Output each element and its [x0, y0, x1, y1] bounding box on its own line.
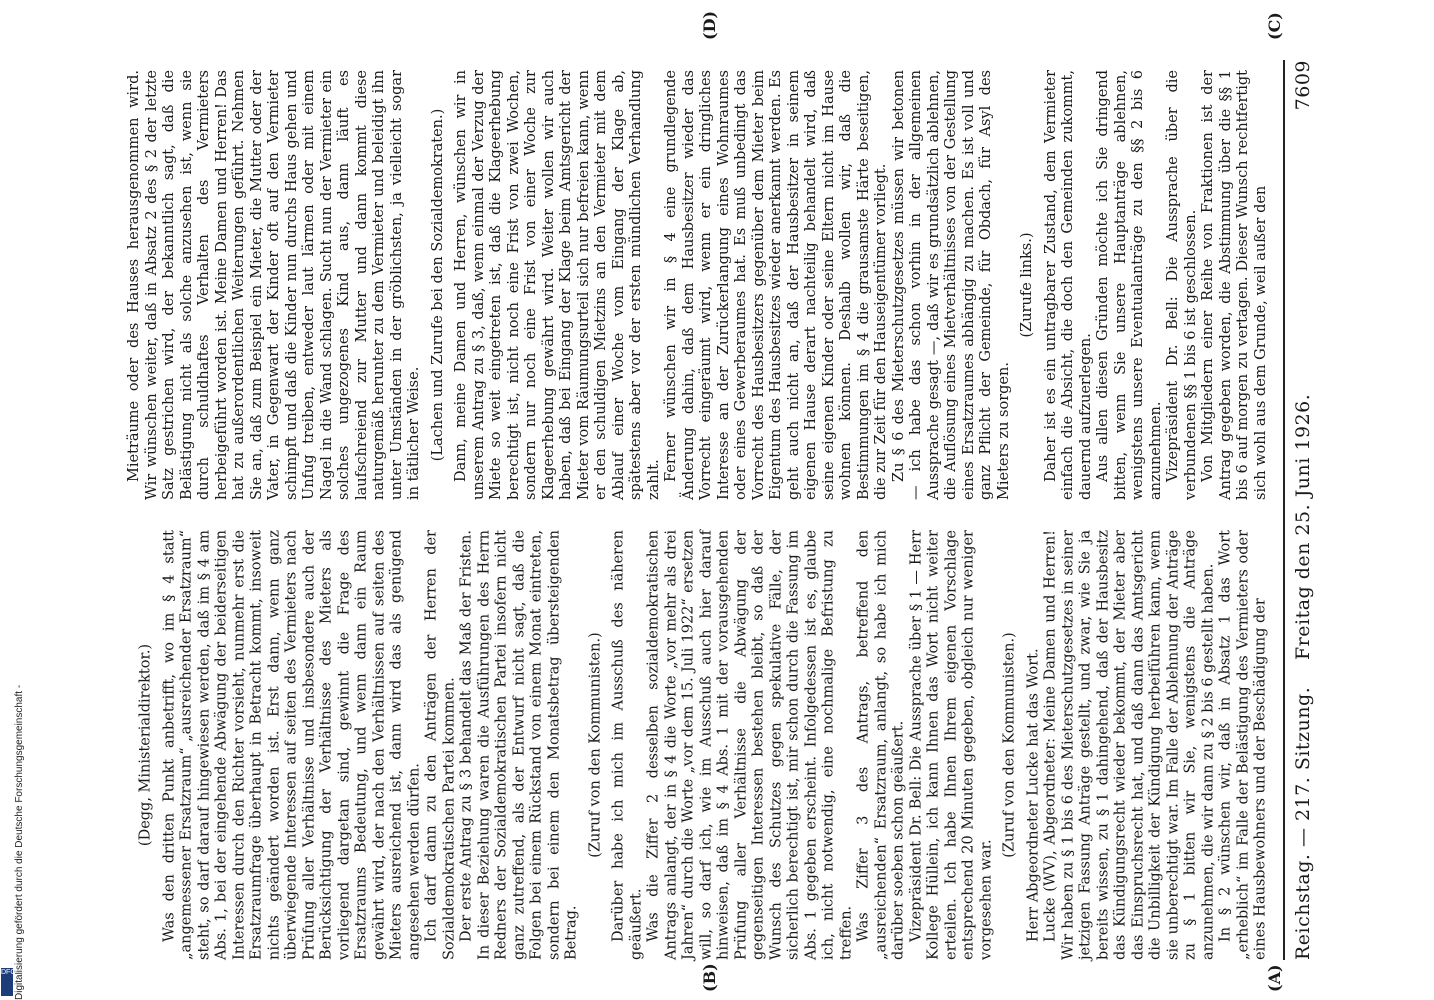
paragraph: Ich darf dann zu den Anträgen der Herren der Sozialdemokratischen Partei kommen. — [423, 530, 457, 960]
right-text-column — [126, 70, 1270, 500]
paragraph: Zu § 6 des Mieterschutzgesetzes müssen wir betonen — ich habe das schon vorhin in der allgemeinen Aussprache gesagt —, daß wir es grundsätzlich ablehnen, die Auflösung eines Mietverhältnisses von der Gestellung eines Ersatzraumes abhängig zu machen. Es ist voll und ganz Pflicht der Gemeinde, für Obdach, für Asyl des Mieters zu sorgen. — [890, 70, 1012, 500]
paragraph: Von Mitgliedern einer Reihe von Fraktionen ist der Antrag gegeben worden, die Abstimmung über die §§ 1 bis 6 auf morgen zu vertagen. Dieser Wunsch rechtfertigt sich wohl aus dem Grunde, weil außer den — [1200, 70, 1269, 500]
paragraph: Was den dritten Punkt anbetrifft, wo im § 4 statt „angemessener Ersatzraum“ „ausreichender Ersatzraum“ steht, so darf darauf hingewiesen werden, daß im § 4 am Abs. 1, bei der eingehende Abwägung der beiderseitigen Interessen durch den Richter vorsieht, nunmehr erst die Ersatzraumfrage überhaupt in Betracht kommt, insoweit nichts geändert worden ist. Erst dann, wenn ganz überwiegende Interessen auf seiten des Vermieters nach Prüfung aller Verhältnisse und insbesondere auch der Berücksichtigung der Verhältnisse des Mieters als vorliegend dargetan sind, gewinnt die Frage des Ersatzraums Bedeutung, und wenn dann ein Raum gewährt wird, der nach den Verhältnissen auf seiten des Mieters ausreichend ist, dann wird das als genügend angesehen werden dürfen. — [161, 530, 422, 960]
paragraph: Vizepräsident Dr. Bell: Die Aussprache über die verbundenen §§ 1 bis 6 ist geschlossen. — [1165, 70, 1199, 500]
margin-mark-a: (A) — [1265, 964, 1284, 992]
margin-mark-b: (B) — [700, 963, 719, 992]
paragraph: Vizepräsident Dr. Bell: Die Aussprache über § 1 — Herr Kollege Hüllein, ich kann Ihnen das Wort nicht weiter erteilen. Ich habe Ihnen Ihrem eigenen Vorschlage entsprechend 20 Minuten gegeben, obgleich nur weniger vorgesehen war. — [908, 530, 994, 960]
paragraph: Herr Abgeordneter Lucke hat das Wort. — [1025, 648, 1041, 942]
margin-mark-d: (D) — [700, 10, 719, 40]
header-session: Reichstag. — 217. Sitzung. — [1292, 686, 1314, 960]
paragraph: Daher ist es ein untragbarer Zustand, dem Vermieter einfach die Absicht, die doch den Gemeinden zukommt, dauernd aufzuerlegen. — [1042, 70, 1094, 500]
header-rule — [1283, 60, 1285, 960]
header-page-number: 7609 — [1292, 60, 1314, 111]
paragraph: Aus allen diesen Gründen möchte ich Sie dringend bitten, wenn Sie unsere Hauptanträge ablehnen, wenigstens unsere Eventualanträge zu den §§ 2 bis 6 anzunehmen. — [1095, 70, 1164, 500]
interjection: (Lachen und Zurufe bei den Sozialdemokraten.) — [429, 108, 446, 462]
left-text-column — [132, 530, 1271, 960]
page-header — [1292, 60, 1318, 960]
dfg-logo: DFG — [1, 968, 13, 996]
paragraph: Mieträume oder des Hauses herausgenommen wird. Wir wünschen weiter, daß in Absatz 2 des § 2 der letzte Satz gestrichen wird, der bekanntlich sagt, daß die Belästigung nicht als solche anzusehen ist, wenn sie durch schuldhaftes Verhalten des Vermieters herbeigeführt worden ist. Meine Damen und Herren! Das hat zu außerordentlichen Weiterungen geführt. Nehmen Sie an, daß zum Beispiel ein Mieter, die Mutter oder der Vater, in Gegenwart der Kinder oft auf den Vermieter schimpft und daß die Kinder nun durchs Haus gehen und Unfug treiben, entweder laut lärmen oder mit einem Nagel in die Wand schlagen. Sucht nun der Vermieter ein solches ungezogenes Kind aus, dann läuft es laufschreiend zur Mutter und dann kommt diese naturgemäß herunter zu dem Vermieter und beleidigt ihn unter Umständen in der gröblichsten, ja vielleicht sogar in tätlicher Weise. — [126, 70, 422, 500]
footer-credit: Digitalisierung gefördert durch die Deutsche Forschungsgemeinschaft - — [14, 684, 25, 1000]
paragraph: Dann, meine Damen und Herren, wünschen wir in unserem Antrag zu § 3, daß, wenn einmal der Verzug der Miete so weit eingetreten ist, daß die Klageerhebung berechtigt ist, nicht noch eine Frist von zwei Wochen, sondern nur noch eine Frist von einer Woche zur Klageerhebung gewährt wird. Weiter wollen wir auch haben, daß bei Eingang der Klage beim Amtsgericht der Mieter vom Räumungsurteil sich nur befreien kann, wenn er den schuldigen Mietzins an den Vermieter mit dem Ablauf einer Woche vom Eingang der Klage ab, spätestens aber vor der ersten mündlichen Verhandlung zahlt. — [453, 70, 662, 500]
paragraph: Der erste Antrag zu § 3 behandelt das Maß der Fristen. In dieser Beziehung waren die Ausführungen des Herrn Redners der Sozialdemokratischen Partei insofern nicht ganz zutreffend, als der Entwurf nicht sagt, daß die Folgen bei einem Rückstand von einem Monat eintreten, sondern bei einem den Monatsbetrag übersteigenden Betrag. — [458, 530, 580, 960]
interjection: (Zurufe links.) — [1019, 232, 1035, 338]
paragraph: Lucke (WV), Abgeordneter: Meine Damen und Herren! Wir haben zu § 1 bis 6 des Mieterschutzgesetzes in seiner jetzigen Fassung Anträge gestellt, und zwar, wie Sie ja bereits wissen, zu § 1 dahingehend, daß der Hausbesitz das Kündigungsrecht wieder bekommt, der Mieter aber das Einspruchsrecht hat, und daß dann das Amtsgericht die Unbilligkeit der Kündigung herbeiführen kann, wenn sie unberechtigt war. Im Falle der Ablehnung der Anträge zu § 1 bitten wir Sie, wenigstens die Anträge anzunehmen, die wir dann zu § 2 bis 6 gestellt haben. — [1042, 530, 1216, 960]
interjection: (Zuruf von den Kommunisten.) — [1001, 632, 1018, 858]
paragraph: In § 2 wünschen wir, daß in Absatz 1 das Wort „erheblich“ im Falle der Belästigung des Vermieters oder eines Hausbewohners und der Beschädigung der — [1217, 530, 1269, 960]
interjection: (Zuruf von den Kommunisten.) — [587, 632, 603, 858]
margin-mark-c: (C) — [1265, 12, 1284, 40]
paragraph: Was die Ziffer 2 desselben sozialdemokratischen Antrags anlangt, der in § 4 die Worte „vor mehr als drei Jahren“ durch die Worte „vor dem 15. Juli 1922“ ersetzen will, so darf ich, wie im Ausschuß auch hier darauf hinweisen, daß im § 4 Abs. 1 mit der vorausgehenden Prüfung aller Verhältnisse die Abwägung der gegenseitigen Interessen bestehen bleibt, so daß der Wunsch des Schutzes gegen spekulative Fälle, der sicherlich berechtigt ist, mir schon durch die Fassung im Abs. 1 gegeben erscheint. Infolgedessen ist es, glaube ich, nicht notwendig, eine nochmalige Befristung zu treffen. — [645, 530, 854, 960]
paragraph: Was Ziffer 3 des Antrags, betreffend den „ausreichenden“ Ersatzraum, anlangt, so habe ich mich darüber soeben schon geäußert. — [855, 530, 907, 960]
digitization-footer — [0, 0, 25, 1000]
header-date: Freitag den 25. Juni 1926. — [1292, 393, 1314, 660]
speaker-note: (Degg, Ministerialdirektor.) — [137, 643, 154, 847]
paragraph: Ferner wünschen wir in § 4 eine grundlegende Änderung dahin, daß dem Hausbesitzer wieder das Vorrecht eingeräumt wird, wenn er ein dringliches Interesse an der Zurückerlangung eines Wohnraumes oder eines Gewerberaumes hat. Es muß unbedingt das Vorrecht des Hausbesitzers gegenüber dem Mieter beim Eigentum des Hausbesitzes wieder anerkannt werden. Es geht auch nicht an, daß der Hausbesitzer in seinem eigenen Hause derart nachteilig behandelt wird, daß seine eigenen Kinder oder seine Eltern nicht im Hause wohnen können. Deshalb wollen wir, daß die Bestimmungen im § 4 die grausamste Härte beseitigen, die zur Zeit für den Hauseigentümer vorliegt. — [663, 70, 889, 500]
paragraph: Darüber habe ich mich im Ausschuß des näheren geäußert. — [610, 530, 644, 960]
